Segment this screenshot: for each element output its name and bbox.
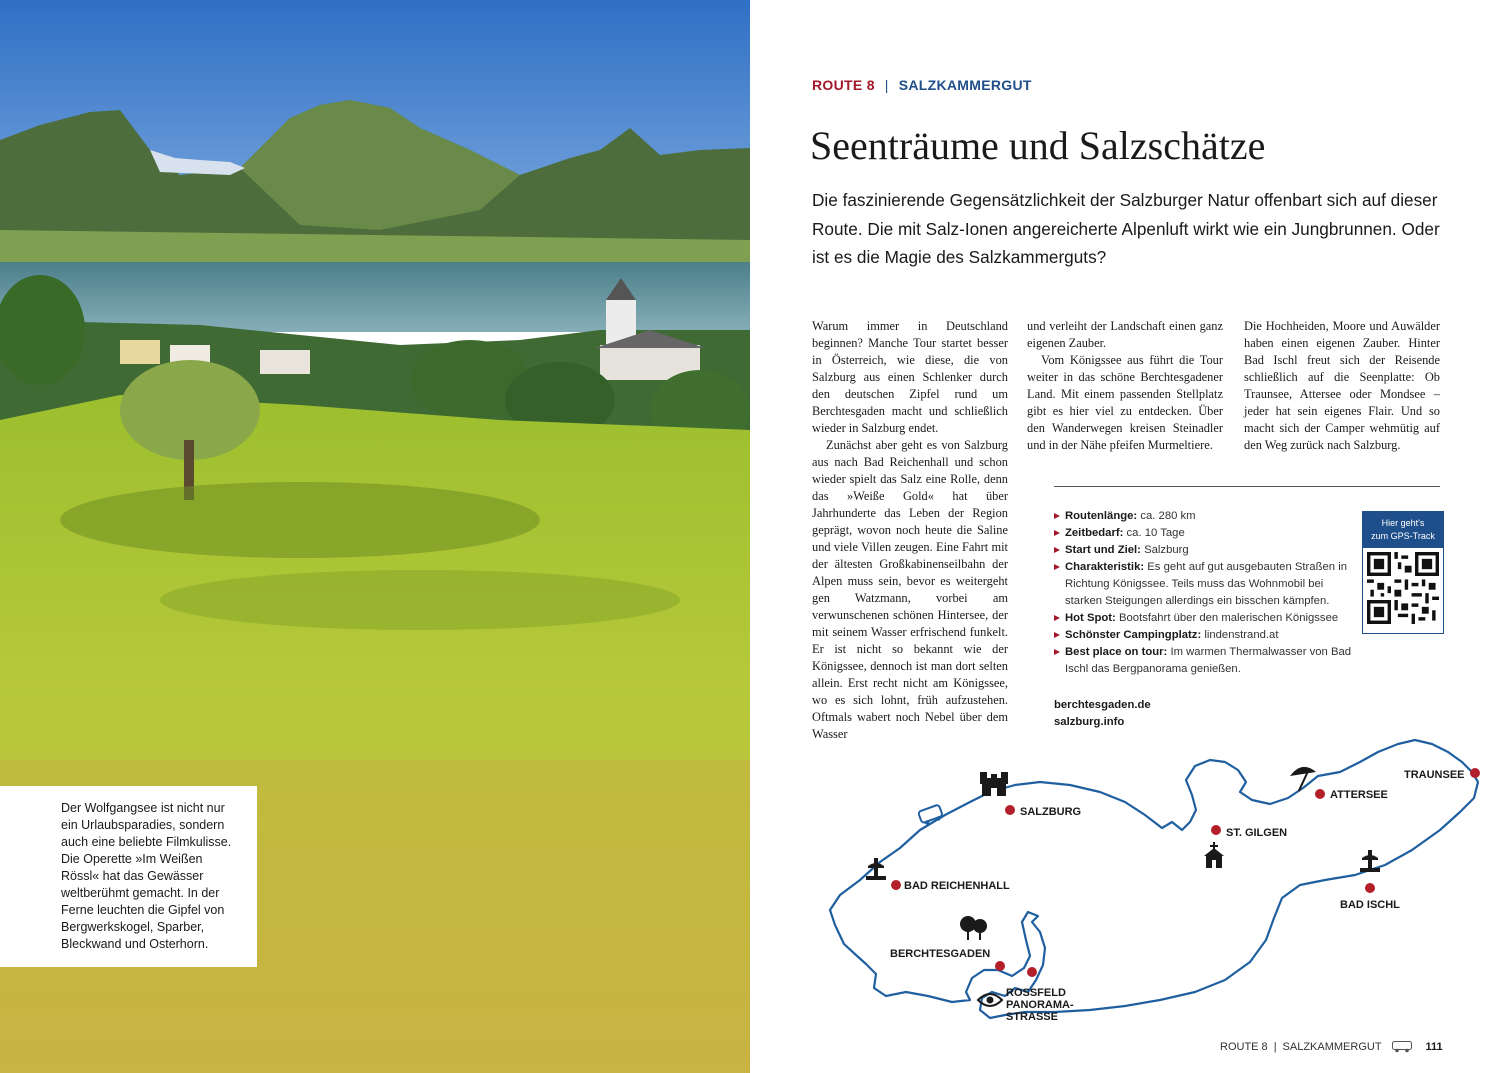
route-markers — [891, 768, 1480, 977]
camper-van-icon — [1392, 1041, 1412, 1053]
gps-track-qr[interactable] — [1362, 511, 1444, 634]
fact-value: ca. 10 Tage — [1126, 527, 1185, 539]
body-column-2 — [1027, 318, 1223, 454]
route-outline — [830, 740, 1478, 1018]
label-salzburg: SALZBURG — [1020, 806, 1082, 818]
label-bad-ischl: BAD ISCHL — [1340, 899, 1400, 911]
fact-value: Bootsfahrt über den malerischen Königssee — [1118, 612, 1339, 624]
text-page — [750, 0, 1500, 1073]
qr-label-line: Hier geht's — [1381, 518, 1425, 528]
fact-label: Routenlänge: — [1065, 510, 1138, 522]
fact-item — [1054, 644, 1354, 678]
fact-value: ca. 280 km — [1140, 510, 1196, 522]
fact-value: Im warmen Thermalwasser von Bad Ischl das Bergpanorama genießen. — [1065, 646, 1352, 675]
fountain-icon — [866, 858, 886, 880]
footer-route: ROUTE 8 — [1220, 1041, 1268, 1053]
route-number: ROUTE 8 — [812, 77, 875, 93]
photo-caption: Der Wolfgangsee ist nicht nur ein Urlaubsparadies, sondern auch eine beliebte Filmkulisse. Die Operette »Im Weißen Rössl« hat das Gewässer weltberühmt gemacht. In der Ferne leuchten die Gipfel von Bergwerkskogel, Sparber, Bleckwand und Osterhorn. — [61, 801, 232, 951]
web-links — [1054, 697, 1151, 731]
label-panorama: PANORAMA- — [1006, 999, 1074, 1011]
fact-item — [1054, 559, 1354, 610]
page-title: Seenträume und Salzschätze — [810, 123, 1266, 168]
body-paragraph: Die Hochheiden, Moore und Auwälder haben einen eigenen Zauber. Hinter Bad Ischl freut sich der Reisende schließlich auf die Seenplatte: Ob Traunsee, Attersee oder Mondsee – jeder hat sein eigenes Flair. Und so macht sich der Camper wehmütig auf den Weg zurück nach Salzburg. — [1244, 319, 1440, 452]
qr-label — [1363, 512, 1443, 548]
page-number: 111 — [1425, 1041, 1443, 1053]
fact-item — [1054, 542, 1354, 559]
qr-label-line: zum GPS-Track — [1371, 531, 1435, 541]
marker-berchtesgaden — [995, 961, 1005, 971]
label-rossfeld: ROSSFELD — [1006, 987, 1066, 999]
region-name: SALZKAMMERGUT — [898, 77, 1032, 93]
label-st-gilgen: ST. GILGEN — [1226, 827, 1288, 839]
fountain-icon — [1360, 850, 1380, 872]
fact-value: Es geht auf gut ausgebauten Straßen in Richtung Königssee. Teils muss das Wohnmobil bei starken Steigungen allerdings ein bisschen kämpfen. — [1065, 561, 1347, 607]
body-paragraph: Vom Königssee aus führt die Tour weiter in das schöne Berchtesgadener Land. Mit einem passenden Stellplatz gibt es hier viel zu entdecken. Über den Wanderwegen kreisen Steinadler und in der Nähe pfeifen Murmeltiere. — [1027, 353, 1223, 452]
link-berchtesgaden[interactable]: berchtesgaden.de — [1054, 699, 1151, 711]
fact-label: Hot Spot: — [1065, 612, 1116, 624]
fact-item — [1054, 627, 1354, 644]
route-kicker — [812, 77, 1032, 93]
body-paragraph: Warum immer in Deutschland beginnen? Manche Tour startet besser in Österreich, wie diese, die von Salzburg aus einen Schlenker durch den deutschen Zipfel rund um Berchtesgaden macht und schließlich wieder in Salzburg endet. — [812, 319, 1008, 435]
fact-item — [1054, 508, 1354, 525]
qr-code-icon — [1367, 552, 1439, 624]
marker-rossfeld — [1027, 967, 1037, 977]
label-traunsee: TRAUNSEE — [1404, 769, 1465, 781]
castle-icon — [980, 772, 1008, 796]
marker-bad-ischl — [1365, 883, 1375, 893]
body-column-3 — [1244, 318, 1440, 454]
marker-salzburg — [1005, 805, 1015, 815]
section-divider — [1054, 486, 1440, 487]
label-berchtesgaden: BERCHTESGADEN — [890, 948, 991, 960]
route-facts-list — [1054, 508, 1354, 678]
link-salzburg[interactable]: salzburg.info — [1054, 716, 1125, 728]
body-column-1 — [812, 318, 1008, 743]
church-icon — [1204, 842, 1224, 868]
fact-label: Zeitbedarf: — [1065, 527, 1124, 539]
fact-value: Salzburg — [1144, 544, 1189, 556]
route-map — [800, 730, 1480, 1030]
trees-icon — [960, 916, 987, 940]
body-paragraph: und verleiht der Landschaft einen ganz eigenen Zauber. — [1027, 319, 1223, 350]
fact-item — [1054, 525, 1354, 542]
fact-label: Start und Ziel: — [1065, 544, 1141, 556]
fact-label: Best place on tour: — [1065, 646, 1168, 658]
marker-traunsee — [1470, 768, 1480, 778]
footer-region: SALZKAMMERGUT — [1282, 1041, 1382, 1053]
label-bad-reichenhall: BAD REICHENHALL — [904, 880, 1010, 892]
lead-paragraph: Die faszinierende Gegensätzlichkeit der Salzburger Natur offenbart sich auf dieser Route. Die mit Salz-Ionen angereicherte Alpenluft wirkt wie ein Jungbrunnen. Oder ist es die Magie des Salzkammerguts? — [812, 190, 1440, 267]
fact-value: lindenstrand.at — [1204, 629, 1279, 641]
marker-attersee — [1315, 789, 1325, 799]
fact-label: Schönster Campingplatz: — [1065, 629, 1202, 641]
fact-label: Charakteristik: — [1065, 561, 1145, 573]
label-attersee: ATTERSEE — [1330, 789, 1388, 801]
footer-separator: | — [1273, 1041, 1277, 1053]
page-footer — [1220, 1041, 1443, 1053]
marker-bad-reichenhall — [891, 880, 901, 890]
fact-item — [1054, 610, 1354, 627]
marker-st-gilgen — [1211, 825, 1221, 835]
photo-caption-box — [0, 786, 257, 967]
label-strasse: STRASSE — [1006, 1011, 1058, 1023]
kicker-separator: | — [884, 77, 889, 93]
body-paragraph: Zunächst aber geht es von Salzburg aus nach Bad Reichenhall und schon wieder spielt das Salz eine Rolle, denn das »Weiße Gold« hat über Jahrhunderte das Leben der Region geprägt, wovon noch heute die Saline und viele Villen zeugen. Eine Fahrt mit der ältesten Großkabinenseilbahn der Alpen muss sein, bevor es weitergeht gen Watzmann, vorbei am verwunschenen schönen Hintersee, der mit seinem Wasser erfrischend funkelt. Er ist nicht so bekannt wie der Königssee, dennoch ist man dort selten allein. Erst recht nicht am Königssee, wo es sich lohnt, früh aufzustehen. Oftmals wabert noch Nebel über dem Wasser — [812, 438, 1008, 741]
